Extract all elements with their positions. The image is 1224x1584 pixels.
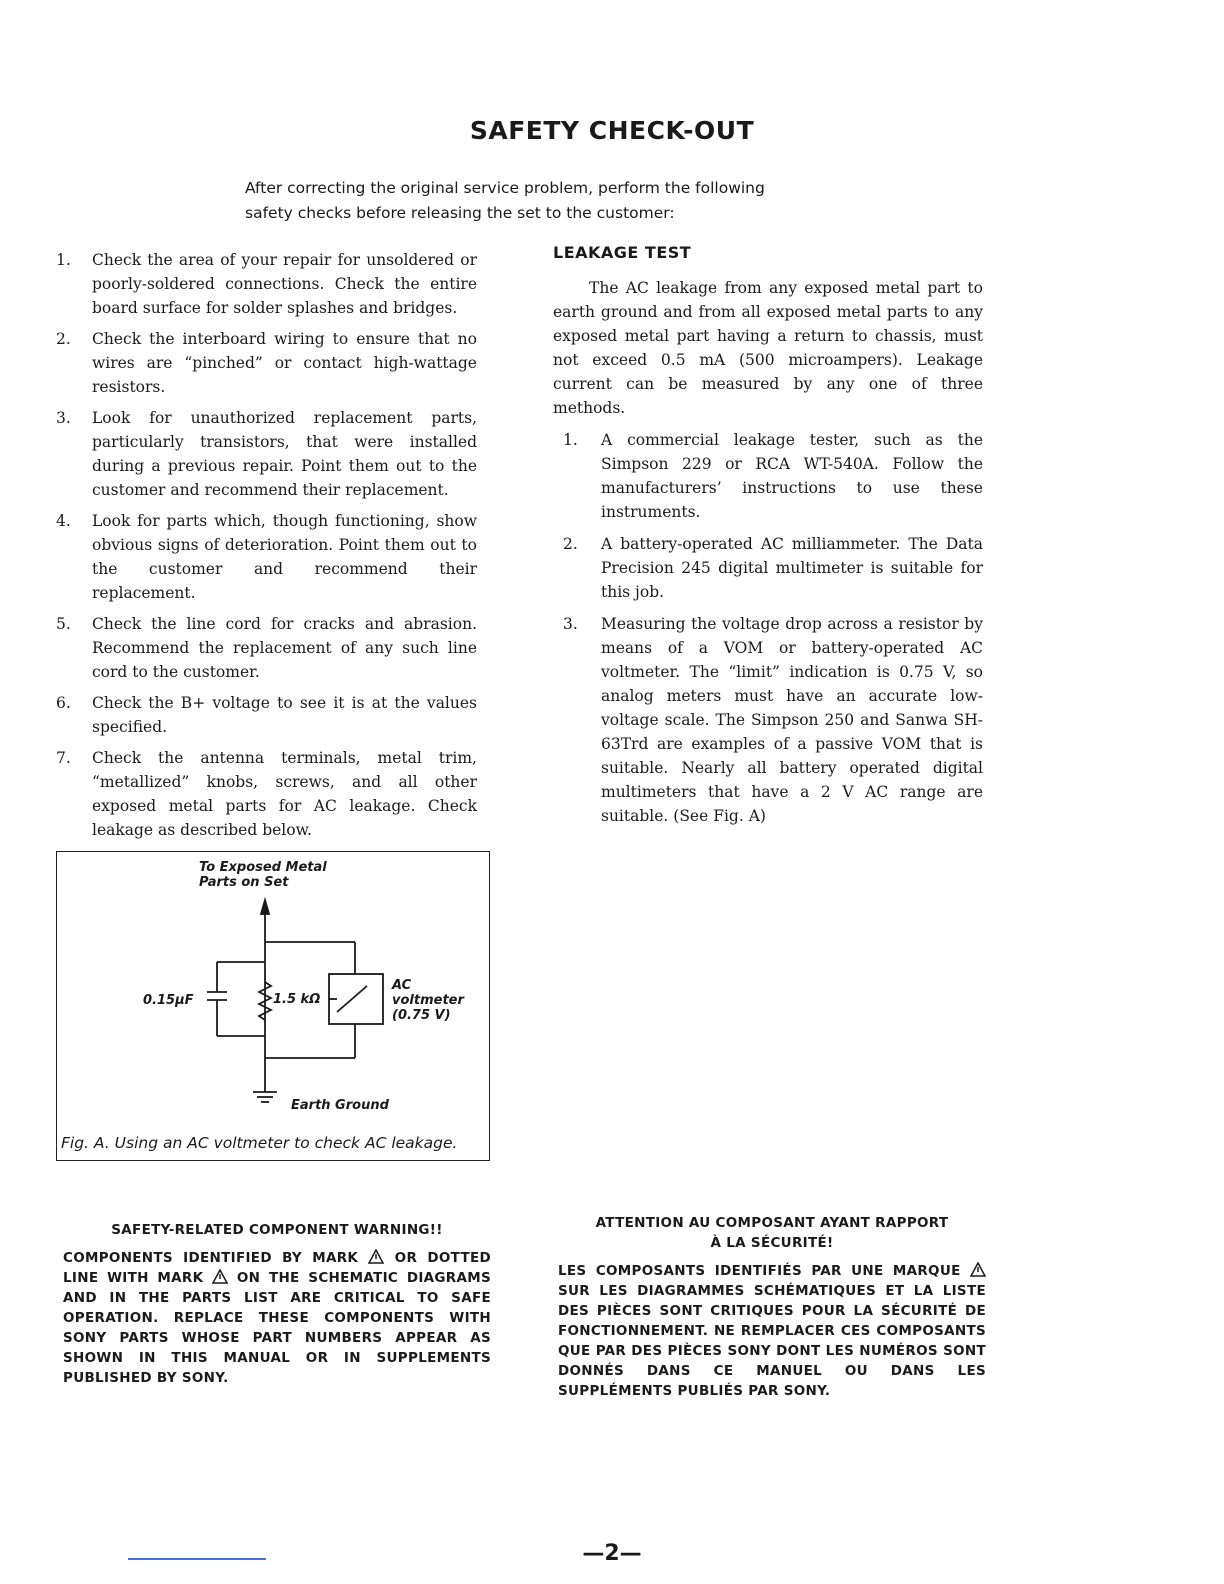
arrow-up-icon	[261, 900, 269, 914]
list-item	[52, 327, 477, 399]
warning-title: SAFETY-RELATED COMPONENT WARNING!!	[111, 1222, 443, 1238]
list-item	[52, 612, 477, 684]
item-number: 5.	[56, 615, 71, 633]
ground-label: Earth Ground	[291, 1098, 389, 1113]
item-text: A commercial leakage tester, such as the Simpson 229 or RCA WT-540A. Follow the manufacturers’ instructions to use these instruments.	[601, 431, 983, 521]
list-item	[553, 428, 983, 524]
intro-text	[245, 176, 805, 226]
list-item	[52, 691, 477, 739]
resistor-label: 1.5 kΩ	[273, 992, 321, 1007]
safety-warning-fr	[558, 1213, 986, 1401]
leakage-paragraph: The AC leakage from any exposed metal part to earth ground and from all exposed metal parts to any exposed metal part having a return to chassis, must not exceed 0.5 mA (500 microampers). Leakage current can be measured by any one of three methods.	[553, 279, 983, 417]
warning-triangle-icon	[368, 1249, 384, 1264]
item-number: 1.	[56, 251, 71, 269]
warning-body: COMPONENTS IDENTIFIED BY MARK OR DOTTED LINE WITH MARK ON THE SCHEMATIC DIAGRAMS AND IN THE PARTS LIST ARE CRITICAL TO SAFE OPERATION. REPLACE THESE COMPONENTS WITH SONY PARTS WHOSE PART NUMBERS APPEAR AS SHOWN IN THIS MANUAL OR IN SUPPLEMENTS PUBLISHED BY SONY.	[63, 1250, 492, 1386]
item-number: 7.	[56, 749, 71, 767]
page-number: —2—	[582, 1541, 642, 1566]
item-number: 6.	[56, 694, 71, 712]
item-text: Look for parts which, though functioning, show obvious signs of deterioration. Point them out to the customer and recommend their replacement.	[92, 512, 477, 602]
section-title: LEAKAGE TEST	[553, 243, 692, 262]
figure-caption: Fig. A. Using an AC voltmeter to check AC leakage.	[61, 1134, 458, 1152]
item-number: 2.	[56, 330, 71, 348]
list-item	[52, 406, 477, 502]
safety-check-list	[52, 248, 477, 842]
meter-box	[329, 974, 383, 1024]
item-text: Check the line cord for cracks and abrasion. Recommend the replacement of any such line cord to the customer.	[92, 615, 477, 681]
warning-body: LES COMPOSANTS IDENTIFIÉS PAR UNE MARQUE SUR LES DIAGRAMMES SCHÉMATIQUES ET LA LISTE DES PIÈCES SONT CRITIQUES POUR LA SÉCURITÉ DE FONCTIONNEMENT. NE REMPLACER CES COMPOSANTS QUE PAR DES PIÈCES SONY DONT LES NUMÉROS SONT DONNÉS DANS CE MANUEL OU DANS LES SUPPLÉMENTS PUBLIÉS PAR SONY.	[558, 1263, 986, 1399]
item-number: 2.	[563, 535, 578, 553]
intro-line: After correcting the original service problem, perform the following	[245, 179, 765, 197]
item-text: Look for unauthorized replacement parts, particularly transistors, that were installed during a previous repair. Point them out to the customer and recommend their replacement.	[92, 409, 477, 499]
intro-line: safety checks before releasing the set to the customer:	[245, 204, 675, 222]
footer-rule	[128, 1558, 266, 1560]
capacitor-label: 0.15μF	[143, 993, 194, 1008]
list-item	[553, 612, 983, 828]
list-item	[52, 509, 477, 605]
probe-label: To Exposed Metal Parts on Set	[199, 860, 327, 890]
list-item	[52, 248, 477, 320]
list-item	[553, 532, 983, 604]
list-item	[52, 746, 477, 842]
figure-a-diagram	[56, 851, 490, 1161]
item-text: A battery-operated AC milliammeter. The Data Precision 245 digital multimeter is suitable for this job.	[601, 535, 983, 601]
item-number: 1.	[563, 431, 578, 449]
meter-needle-icon	[337, 986, 367, 1012]
item-text: Measuring the voltage drop across a resistor by means of a VOM or battery-operated AC voltmeter. The “limit” indication is 0.75 V, so analog meters must have an accurate low-voltage scale. The Simpson 250 and Sanwa SH-63Trd are examples of a passive VOM that is suitable. Nearly all battery operated digital multimeters that have a 2 V AC range are suitable. (See Fig. A)	[601, 615, 983, 825]
safety-warning-en	[63, 1220, 491, 1388]
item-number: 4.	[56, 512, 71, 530]
item-number: 3.	[56, 409, 71, 427]
item-text: Check the area of your repair for unsoldered or poorly-soldered connections. Check the entire board surface for solder splashes and bridges.	[92, 251, 477, 317]
warning-title: ATTENTION AU COMPOSANT AYANT RAPPORT À LA SÉCURITÉ!	[595, 1215, 949, 1251]
leakage-test-section	[553, 243, 983, 828]
item-number: 3.	[563, 615, 578, 633]
item-text: Check the antenna terminals, metal trim, “metallized” knobs, screws, and all other exposed metal parts for AC leakage. Check leakage as described below.	[92, 749, 477, 839]
item-text: Check the interboard wiring to ensure that no wires are “pinched” or contact high-wattage resistors.	[92, 330, 477, 396]
page-title: SAFETY CHECK-OUT	[469, 116, 755, 145]
item-text: Check the B+ voltage to see it is at the values specified.	[92, 694, 477, 736]
warning-triangle-icon	[212, 1269, 228, 1284]
warning-triangle-icon	[970, 1262, 986, 1277]
meter-label: AC voltmeter (0.75 V)	[392, 978, 464, 1023]
